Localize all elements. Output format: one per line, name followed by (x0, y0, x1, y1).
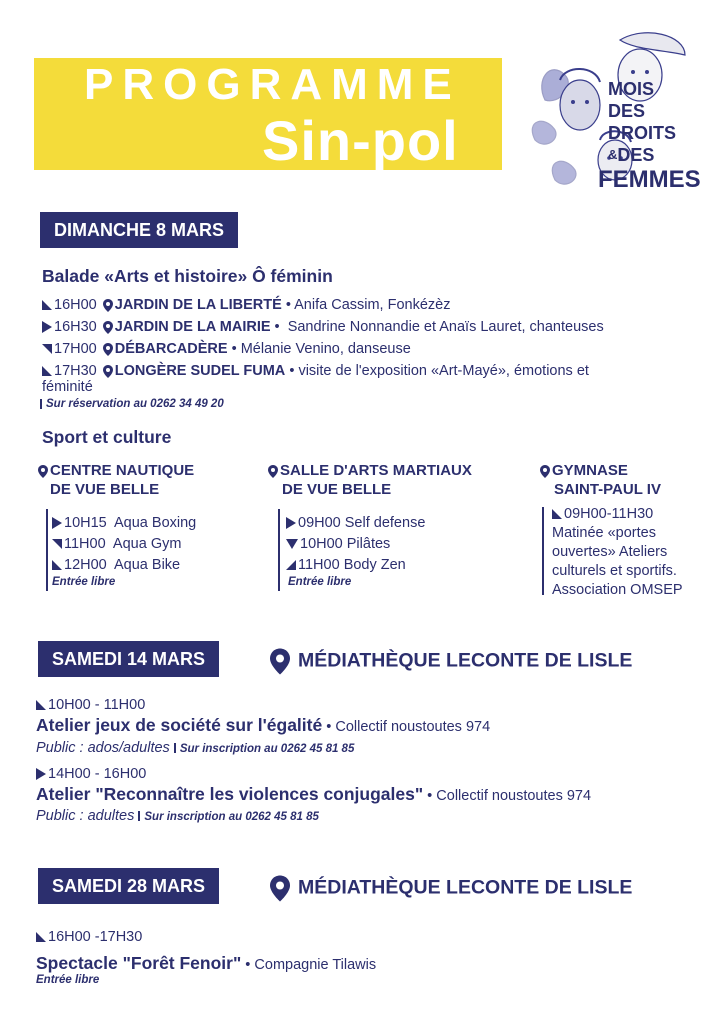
map-pin-icon (103, 343, 113, 356)
map-pin-icon (540, 465, 550, 478)
activity-time: 09H00 (298, 515, 341, 531)
activity-3 (52, 555, 180, 575)
triangle-bullet-icon (36, 700, 46, 710)
balade-place: JARDIN DE LA MAIRIE (114, 319, 271, 335)
triangle-bullet-icon (42, 300, 52, 310)
event-title: Spectacle "Forêt Fenoir" (36, 953, 242, 973)
triangle-bullet-icon (52, 539, 62, 549)
event-title: Atelier "Reconnaître les violences conjugales" (36, 784, 424, 804)
balade-time: 16H00 (54, 297, 97, 313)
balade-item-2: 16H30 JARDIN DE LA MAIRIE • Sandrine Nonnandie et Anaïs Lauret, chanteuses (42, 318, 604, 336)
event-inscription: Sur inscription au 0262 45 81 85 (144, 811, 319, 823)
location-text: MÉDIATHÈQUE LECONTE DE LISLE (298, 876, 633, 899)
activity-1 (52, 513, 196, 533)
map-pin-icon (270, 648, 290, 675)
date-badge-day3: SAMEDI 28 MARS (38, 868, 219, 904)
mois-line-3: DROITS (608, 123, 677, 143)
date-badge-day1: DIMANCHE 8 MARS (40, 212, 238, 248)
gymnase-activity (552, 505, 683, 600)
mois-line-2: DES (608, 101, 646, 121)
activity-name: Aqua Bike (114, 557, 181, 573)
mois-des-droits-des-femmes (598, 78, 701, 194)
event-title: Atelier jeux de société sur l'égalité (36, 715, 323, 735)
venue-name: CENTRE NAUTIQUE (50, 462, 195, 479)
event-org: Collectif noustoutes 974 (335, 719, 491, 735)
balade-title: Balade «Arts et histoire» Ô féminin (42, 266, 333, 286)
place-title: Sin-pol (262, 109, 459, 172)
event-time: 16H00 -17H30 (48, 929, 143, 945)
balade-time: 17H30 (54, 363, 97, 379)
triangle-bullet-icon (286, 560, 296, 570)
activity-time: 10H15 (64, 515, 107, 531)
entree-libre-note: Entrée libre (52, 576, 116, 588)
gymnase-line: culturels et sportifs. (552, 563, 677, 579)
venue-name-2: DE VUE BELLE (50, 481, 160, 498)
activity-time: 11H00 (64, 536, 106, 552)
map-pin-icon (268, 465, 278, 478)
balade-place: JARDIN DE LA LIBERTÉ (114, 297, 282, 313)
activity-name: Pilâtes (346, 536, 391, 552)
triangle-bullet-icon (36, 768, 46, 780)
gymnase-line: Association OMSEP (552, 582, 683, 598)
map-pin-icon (103, 321, 113, 334)
divider (542, 507, 544, 595)
activity-time: 09H00-11H30 (564, 506, 654, 522)
event-public: Public : ados/adultes (36, 740, 170, 756)
programme-title: PROGRAMME (84, 60, 461, 109)
activity-2 (52, 534, 181, 554)
mois-line-1: MOIS (608, 79, 655, 99)
event-2-public (36, 807, 319, 826)
balade-place: DÉBARCADÈRE (114, 341, 228, 357)
triangle-bullet-icon (42, 321, 52, 333)
balade-desc: Mélanie Venino, danseuse (240, 341, 411, 357)
triangle-bullet-icon (36, 932, 46, 942)
venue-name: GYMNASE (552, 462, 628, 479)
map-pin-icon (103, 299, 113, 312)
gymnase-line: Matinée «portes (552, 525, 656, 541)
balade-desc: visite de l'exposition «Art-Mayé», émotions et (298, 363, 589, 379)
location-text: MÉDIATHÈQUE LECONTE DE LISLE (298, 649, 633, 672)
balade-place: LONGÈRE SUDEL FUMA (114, 363, 286, 379)
event-3-title: Spectacle "Forêt Fenoir" • Compagnie Tilawis (36, 953, 377, 973)
divider (46, 509, 48, 591)
activity-name: Aqua Gym (112, 536, 182, 552)
event-public: Public : adultes (36, 808, 135, 824)
triangle-bullet-icon (52, 517, 62, 529)
balade-item-1: 16H00 JARDIN DE LA LIBERTÉ • Anifa Cassim, Fonkézèz (42, 296, 450, 314)
event-3-time (36, 928, 142, 946)
map-pin-icon (38, 465, 48, 478)
entree-libre-note: Entrée libre (288, 576, 352, 588)
event-time: 10H00 - 11H00 (48, 697, 146, 713)
mois-line-4-text: DES (617, 145, 655, 165)
event-inscription: Sur inscription au 0262 45 81 85 (179, 743, 355, 755)
activity-name: Body Zen (343, 557, 406, 573)
divider (278, 509, 280, 591)
activity-3 (286, 555, 406, 575)
triangle-bullet-icon (286, 539, 298, 549)
activity-name: Aqua Boxing (114, 515, 197, 531)
event-org: Compagnie Tilawis (254, 957, 377, 973)
gymnase-line: ouvertes» Ateliers (552, 544, 668, 560)
venue-salle-arts-martiaux (266, 461, 472, 499)
activity-time: 10H00 (300, 536, 343, 552)
balade-item-4: 17H30 LONGÈRE SUDEL FUMA • visite de l'exposition «Art-Mayé», émotions et (42, 362, 589, 380)
day2-location (270, 648, 632, 675)
venue-gymnase (538, 461, 661, 499)
femmes-title: FEMMES (598, 166, 701, 193)
balade-item-3: 17H00 DÉBARCADÈRE • Mélanie Venino, danseuse (42, 340, 411, 358)
balade-reservation (40, 398, 224, 410)
balade-desc: Sandrine Nonnandie et Anaïs Lauret, chanteuses (287, 319, 604, 335)
event-1-title: Atelier jeux de société sur l'égalité • Collectif noustoutes 974 (36, 715, 491, 735)
reservation-text: Sur réservation au 0262 34 49 20 (46, 398, 224, 410)
venue-name-2: DE VUE BELLE (282, 481, 392, 498)
mois-line-4 (608, 144, 701, 166)
map-pin-icon (270, 875, 290, 902)
triangle-bullet-icon (42, 366, 52, 376)
triangle-bullet-icon (286, 517, 296, 529)
triangle-bullet-icon (52, 560, 62, 570)
map-pin-icon (103, 365, 113, 378)
balade-time: 16H30 (54, 319, 97, 335)
event-time: 14H00 - 16H00 (48, 766, 147, 782)
event-1-time (36, 696, 145, 714)
event-org: Collectif noustoutes 974 (436, 788, 592, 804)
ampersand: & (608, 147, 618, 162)
event-1-public (36, 739, 354, 758)
triangle-bullet-icon (42, 344, 52, 354)
venue-centre-nautique (36, 461, 194, 499)
activity-1 (286, 513, 425, 533)
activity-time: 12H00 (64, 557, 107, 573)
balade-desc: Anifa Cassim, Fonkézèz (294, 297, 451, 313)
event-3-note: Entrée libre (36, 974, 100, 986)
balade-item-4-cont: féminité (42, 379, 93, 395)
day3-location (270, 875, 632, 902)
venue-name-2: SAINT-PAUL IV (554, 481, 661, 498)
balade-time: 17H00 (54, 341, 97, 357)
date-badge-day2: SAMEDI 14 MARS (38, 641, 219, 677)
venue-name: SALLE D'ARTS MARTIAUX (280, 462, 472, 479)
sport-title: Sport et culture (42, 427, 172, 447)
activity-2 (286, 534, 390, 554)
activity-name: Self defense (344, 515, 426, 531)
triangle-bullet-icon (552, 509, 562, 519)
event-2-time (36, 765, 146, 783)
event-2-title: Atelier "Reconnaître les violences conjugales" • Collectif noustoutes 974 (36, 784, 592, 804)
activity-time: 11H00 (298, 557, 340, 573)
